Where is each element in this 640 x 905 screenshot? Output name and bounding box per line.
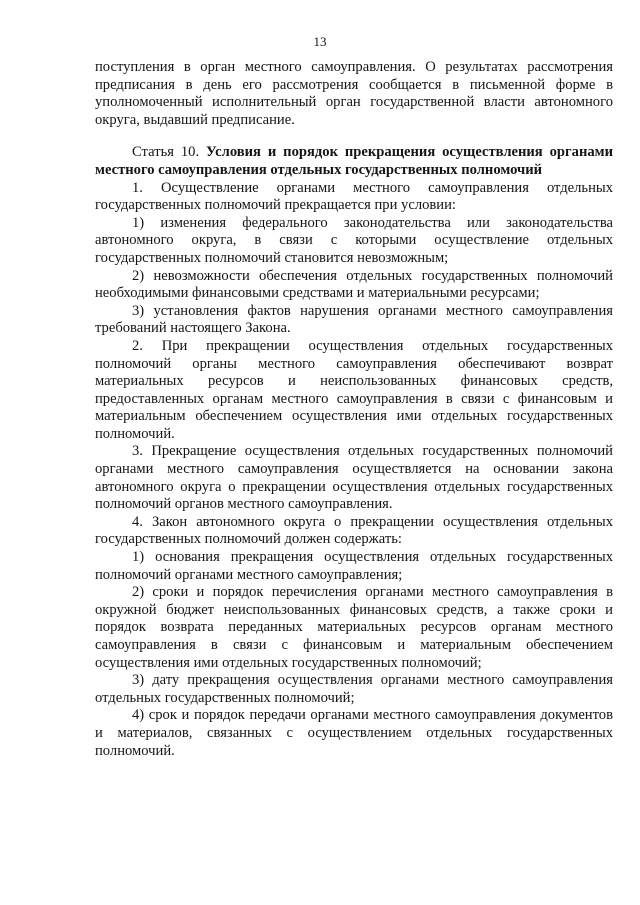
paragraph-4-item-4: 4) срок и порядок передачи органами местного самоуправления документов и материалов, связанных с осуществлением отдельных государственных полномочий. — [95, 707, 613, 759]
page-number: 13 — [313, 34, 327, 49]
paragraph-1-item-3: 3) установления фактов нарушения органами местного самоуправления требований настоящего Закона. — [95, 302, 613, 337]
paragraph-continuation: поступления в орган местного самоуправления. О результатах рассмотрения предписания в день его рассмотрения сообщается в письменной форме в уполномоченный исполнительный орган государственной власти автономного округа, выдавший предписание. — [95, 59, 613, 128]
document-body — [95, 59, 613, 760]
paragraph-4-item-1: 1) основания прекращения осуществления отдельных государственных полномочий органами местного самоуправления; — [95, 549, 613, 583]
article-title: Условия и порядок прекращения осуществления органами местного самоуправления отдельных государственных полномочий — [95, 144, 614, 178]
paragraph-1-item-1: 1) изменения федерального законодательства или законодательства автономного округа, в связи с которыми осуществление отдельных государственных полномочий становится невозможным; — [95, 214, 613, 266]
paragraph-4: 4. Закон автономного округа о прекращении осуществления отдельных государственных полномочий должен содержать: — [95, 513, 613, 548]
paragraph-3: 3. Прекращение осуществления отдельных государственных полномочий органами местного самоуправления осуществляется на основании закона автономного округа о прекращении осуществления отдельных государственных полномочий органов местного самоуправления. — [95, 443, 613, 513]
paragraph-1: 1. Осуществление органами местного самоуправления отдельных государственных полномочий прекращается при условии: — [95, 179, 613, 214]
paragraph-4-item-2: 2) сроки и порядок перечисления органами местного самоуправления в окружной бюджет неиспользованных финансовых средств, а также сроки и порядок возврата переданных материальных ресурсов органам местного самоуправления в связи с финансовым и материальным обеспечением осуществления ими отдельных государственных полномочий; — [95, 584, 613, 671]
paragraph-2: 2. При прекращении осуществления отдельных государственных полномочий органы местного самоуправления обеспечивают возврат материальных ресурсов и неиспользованных финансовых средств, предоставленных органам местного самоуправления в связи с финансовым и материальным обеспечением осуществления ими отдельных государственных полномочий. — [95, 337, 613, 442]
article-label: Статья 10. — [132, 144, 200, 161]
article-heading — [95, 144, 613, 179]
paragraph-1-item-2: 2) невозможности обеспечения отдельных государственных полномочий необходимыми финансовыми средствами и материальными ресурсами; — [95, 267, 613, 302]
paragraph-4-item-3: 3) дату прекращения осуществления органами местного самоуправления отдельных государственных полномочий; — [95, 672, 613, 706]
